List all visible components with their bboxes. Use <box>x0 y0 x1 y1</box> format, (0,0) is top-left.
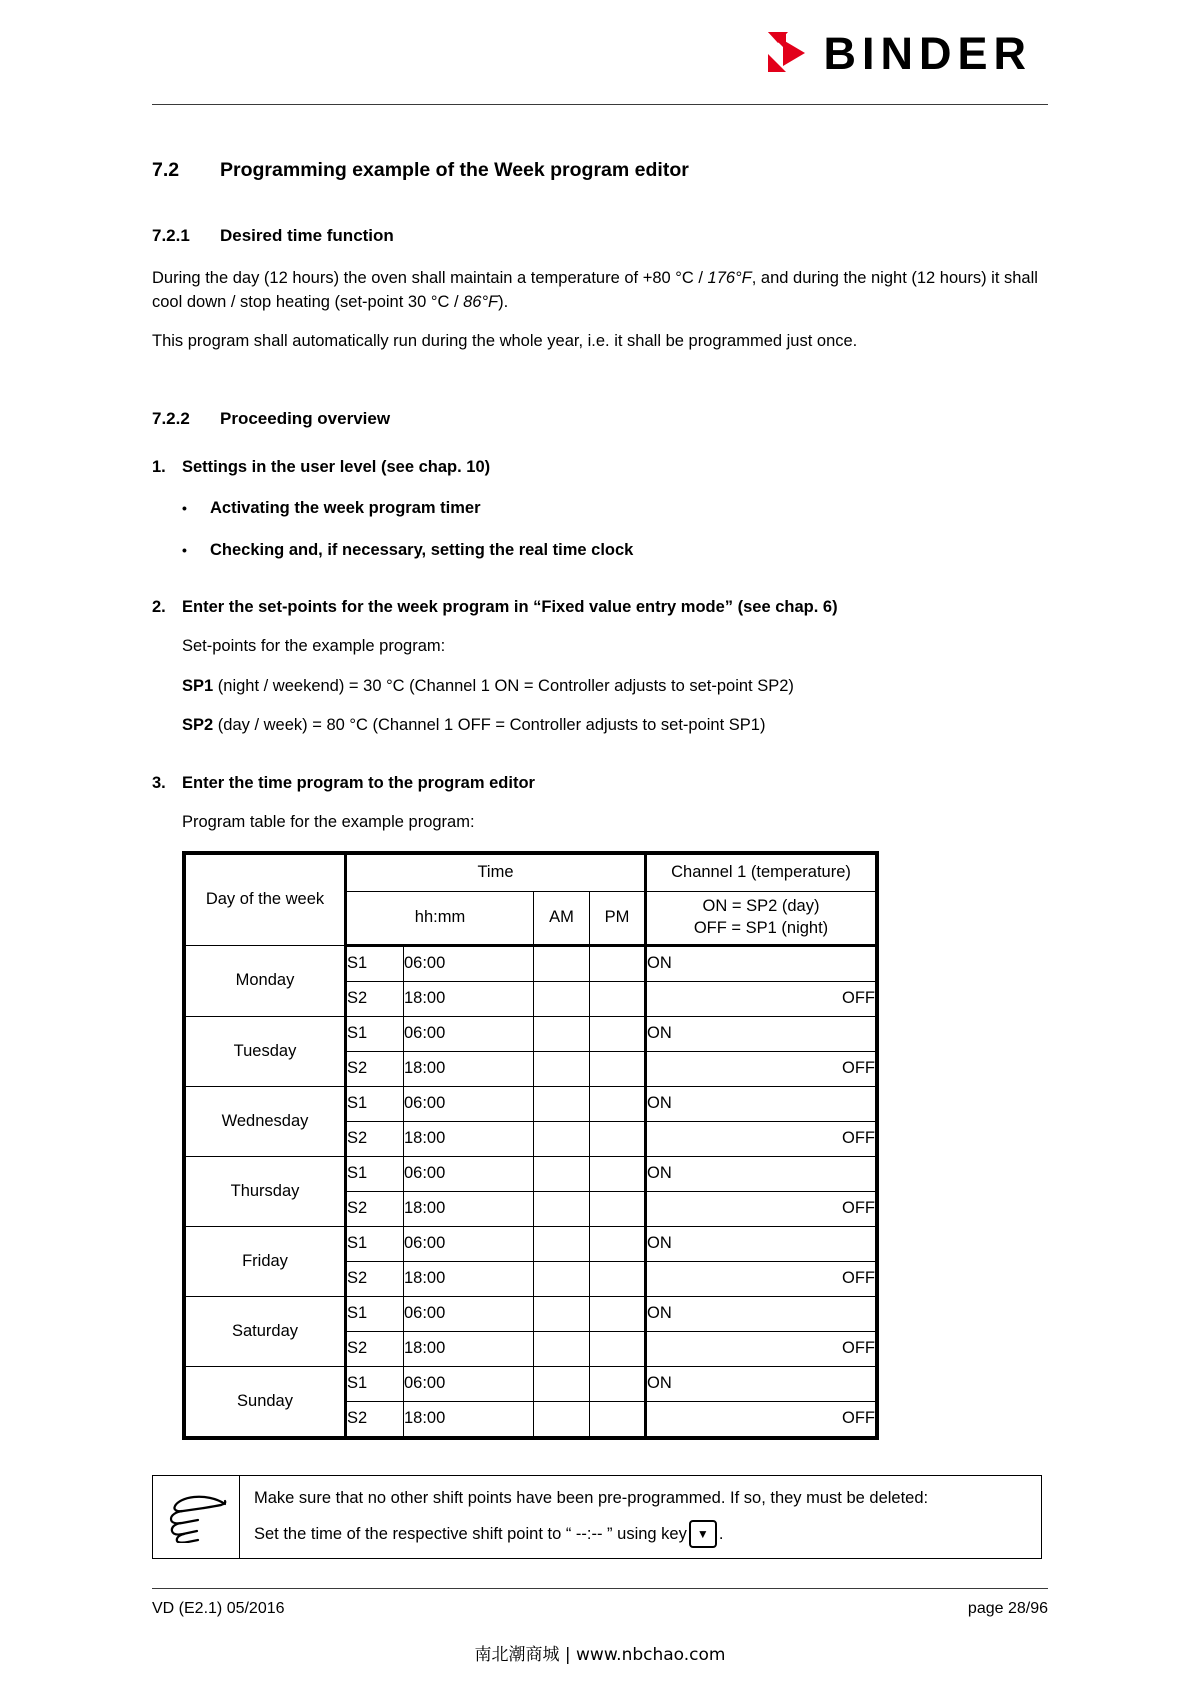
shift-time: 06:00 <box>404 945 534 981</box>
shift-label: S2 <box>346 1191 404 1226</box>
shift-time: 18:00 <box>404 1331 534 1366</box>
section-title: Programming example of the Week program editor <box>220 159 689 181</box>
channel-state: OFF <box>646 1051 876 1086</box>
table-row <box>186 1226 876 1261</box>
footer-page-number: page 28/96 <box>967 1600 1048 1617</box>
note-line-2-text-b: . <box>718 1524 724 1543</box>
pm-cell <box>590 1261 646 1296</box>
pm-cell <box>590 1016 646 1051</box>
pm-cell <box>590 1296 646 1331</box>
note-line-2 <box>254 1520 928 1548</box>
pm-cell <box>590 1051 646 1086</box>
subsection-heading-desired-time-function <box>152 225 1044 247</box>
am-cell <box>534 981 590 1016</box>
pm-cell <box>590 1086 646 1121</box>
subsection-heading-proceeding-overview <box>152 408 1044 430</box>
day-cell: Tuesday <box>186 1016 346 1086</box>
header-day-of-week: Day of the week <box>186 854 346 945</box>
header-channel-1: Channel 1 (temperature) <box>646 854 876 891</box>
section-number: 7.2 <box>152 159 180 181</box>
channel-state: ON <box>646 1086 876 1121</box>
program-table-frame <box>182 851 879 1440</box>
channel-state: OFF <box>646 1191 876 1226</box>
binder-triangles-logo-icon <box>767 30 809 76</box>
brand-wordmark: BINDER <box>823 27 1032 79</box>
shift-time: 06:00 <box>404 1156 534 1191</box>
shift-label: S1 <box>346 945 404 981</box>
desired-text-b: , and during the night (12 hours) it shall cool down / stop heating (set-point 30 °C / <box>152 269 1038 311</box>
desired-text-c: ). <box>498 292 509 311</box>
table-header-row-1 <box>186 854 876 891</box>
channel-state: ON <box>646 1016 876 1051</box>
shift-time: 06:00 <box>404 1296 534 1331</box>
down-arrow-key-icon: ▼ <box>689 1520 717 1548</box>
desired-text-a: During the day (12 hours) the oven shall maintain a temperature of +80 °C / <box>152 269 708 288</box>
list-item <box>152 497 1044 520</box>
program-table-body <box>186 854 876 1436</box>
pm-cell <box>590 1401 646 1436</box>
day-cell: Sunday <box>186 1366 346 1436</box>
am-cell <box>534 1331 590 1366</box>
page-footer <box>152 1600 1048 1618</box>
program-table-wrapper <box>152 851 1044 1445</box>
section-heading <box>152 158 1044 183</box>
am-cell <box>534 1296 590 1331</box>
shift-label: S2 <box>346 1051 404 1086</box>
shift-time: 18:00 <box>404 1121 534 1156</box>
am-cell <box>534 1366 590 1401</box>
header-channel-off-legend: OFF = SP1 (night) <box>693 918 829 937</box>
temp-fahrenheit-176: 176°F <box>707 269 752 288</box>
header-channel-legend <box>646 891 876 945</box>
table-row <box>186 945 876 981</box>
shift-time: 18:00 <box>404 1401 534 1436</box>
step-2 <box>152 596 1044 619</box>
am-cell <box>534 1121 590 1156</box>
bullet-icon: • <box>182 500 187 517</box>
day-cell: Thursday <box>186 1156 346 1226</box>
list-item <box>152 539 1044 562</box>
desired-time-paragraph-1 <box>152 267 1044 314</box>
table-row <box>186 1156 876 1191</box>
pm-cell <box>590 945 646 981</box>
am-cell <box>534 1016 590 1051</box>
channel-state: ON <box>646 1226 876 1261</box>
step-3-details <box>152 811 1044 834</box>
channel-state: ON <box>646 1366 876 1401</box>
table-row <box>186 1086 876 1121</box>
proceeding-steps-list <box>152 456 1044 835</box>
setpoints-lead: Set-points for the example program: <box>182 637 446 656</box>
header-am: AM <box>534 891 590 945</box>
pm-cell <box>590 1331 646 1366</box>
channel-state: OFF <box>646 981 876 1016</box>
am-cell <box>534 1401 590 1436</box>
am-cell <box>534 945 590 981</box>
subsection-number: 7.2.1 <box>152 226 190 246</box>
note-box <box>152 1475 1042 1560</box>
day-cell: Friday <box>186 1226 346 1296</box>
footer-watermark: 南北潮商城 | www.nbchao.com <box>474 1645 726 1665</box>
step-3-text: Enter the time program to the program editor <box>182 773 535 792</box>
document-content <box>152 130 1044 1559</box>
shift-label: S1 <box>346 1156 404 1191</box>
shift-label: S1 <box>346 1296 404 1331</box>
bullet-icon: • <box>182 541 187 558</box>
shift-time: 06:00 <box>404 1366 534 1401</box>
day-cell: Wednesday <box>186 1086 346 1156</box>
channel-state: ON <box>646 1296 876 1331</box>
subsection-title: Desired time function <box>220 226 394 246</box>
am-cell <box>534 1086 590 1121</box>
subsection-number: 7.2.2 <box>152 408 190 428</box>
shift-label: S1 <box>346 1016 404 1051</box>
step-1-text: Settings in the user level (see chap. 10) <box>182 457 491 476</box>
pm-cell <box>590 1191 646 1226</box>
subsection-title: Proceeding overview <box>220 408 391 428</box>
note-line-2-text-a: Set the time of the respective shift point to “ --:-- ” using key <box>254 1524 687 1543</box>
step-1 <box>152 456 1044 479</box>
table-row <box>186 1296 876 1331</box>
shift-label: S2 <box>346 981 404 1016</box>
binder-logo <box>767 27 1032 79</box>
footer-document-code: VD (E2.1) 05/2016 <box>152 1600 285 1617</box>
channel-state: OFF <box>646 1261 876 1296</box>
header-pm: PM <box>590 891 646 945</box>
channel-state: ON <box>646 945 876 981</box>
pm-cell <box>590 981 646 1016</box>
shift-time: 18:00 <box>404 1051 534 1086</box>
shift-label: S1 <box>346 1226 404 1261</box>
temp-fahrenheit-86: 86°F <box>463 292 499 311</box>
header-channel-on-legend: ON = SP2 (day) <box>702 897 820 916</box>
am-cell <box>534 1191 590 1226</box>
shift-label: S1 <box>346 1366 404 1401</box>
channel-state: OFF <box>646 1121 876 1156</box>
shift-label: S2 <box>346 1261 404 1296</box>
shift-label: S1 <box>346 1086 404 1121</box>
step-2-details <box>152 635 1044 737</box>
am-cell <box>534 1226 590 1261</box>
note-line-1: Make sure that no other shift points have been pre-programmed. If so, they must be deleted: <box>254 1488 929 1507</box>
shift-time: 06:00 <box>404 1016 534 1051</box>
am-cell <box>534 1051 590 1086</box>
sp2-description: (day / week) = 80 °C (Channel 1 OFF = Controller adjusts to set-point SP1) <box>213 716 766 735</box>
pm-cell <box>590 1121 646 1156</box>
step-2-text: Enter the set-points for the week program in “Fixed value entry mode” (see chap. 6) <box>182 598 838 617</box>
am-cell <box>534 1156 590 1191</box>
channel-state: OFF <box>646 1331 876 1366</box>
shift-time: 18:00 <box>404 981 534 1016</box>
table-row <box>186 1016 876 1051</box>
sp1-label: SP1 <box>182 676 214 695</box>
shift-time: 18:00 <box>404 1261 534 1296</box>
note-text <box>240 1476 940 1559</box>
desired-time-paragraph-2: This program shall automatically run during the whole year, i.e. it shall be programmed just once. <box>152 332 858 351</box>
header-divider <box>152 104 1048 105</box>
day-cell: Saturday <box>186 1296 346 1366</box>
bullet-text: Activating the week program timer <box>210 499 481 518</box>
page-header <box>0 0 1200 110</box>
step-1-marker: 1. <box>152 457 166 476</box>
pm-cell <box>590 1366 646 1401</box>
header-hhmm: hh:mm <box>346 891 534 945</box>
pm-cell <box>590 1156 646 1191</box>
shift-time: 18:00 <box>404 1191 534 1226</box>
header-time: Time <box>346 854 646 891</box>
step-1-bullets <box>152 497 1044 562</box>
step-2-marker: 2. <box>152 598 166 617</box>
program-table <box>185 854 876 1437</box>
sp1-description: (night / weekend) = 30 °C (Channel 1 ON = Controller adjusts to set-point SP2) <box>213 676 794 695</box>
shift-label: S2 <box>346 1401 404 1436</box>
channel-state: OFF <box>646 1401 876 1436</box>
shift-time: 06:00 <box>404 1226 534 1261</box>
shift-label: S2 <box>346 1121 404 1156</box>
step-3 <box>152 772 1044 795</box>
am-cell <box>534 1261 590 1296</box>
table-row <box>186 1366 876 1401</box>
pm-cell <box>590 1226 646 1261</box>
pointing-hand-icon <box>153 1476 240 1559</box>
sp2-label: SP2 <box>182 716 214 735</box>
shift-label: S2 <box>346 1331 404 1366</box>
setpoint-sp2-line <box>182 714 1044 737</box>
channel-state: ON <box>646 1156 876 1191</box>
setpoint-sp1-line <box>182 675 1044 698</box>
step-3-marker: 3. <box>152 773 166 792</box>
bullet-text: Checking and, if necessary, setting the real time clock <box>210 540 634 559</box>
day-cell: Monday <box>186 945 346 1016</box>
shift-time: 06:00 <box>404 1086 534 1121</box>
program-table-lead: Program table for the example program: <box>182 813 475 832</box>
footer-divider <box>152 1588 1048 1589</box>
